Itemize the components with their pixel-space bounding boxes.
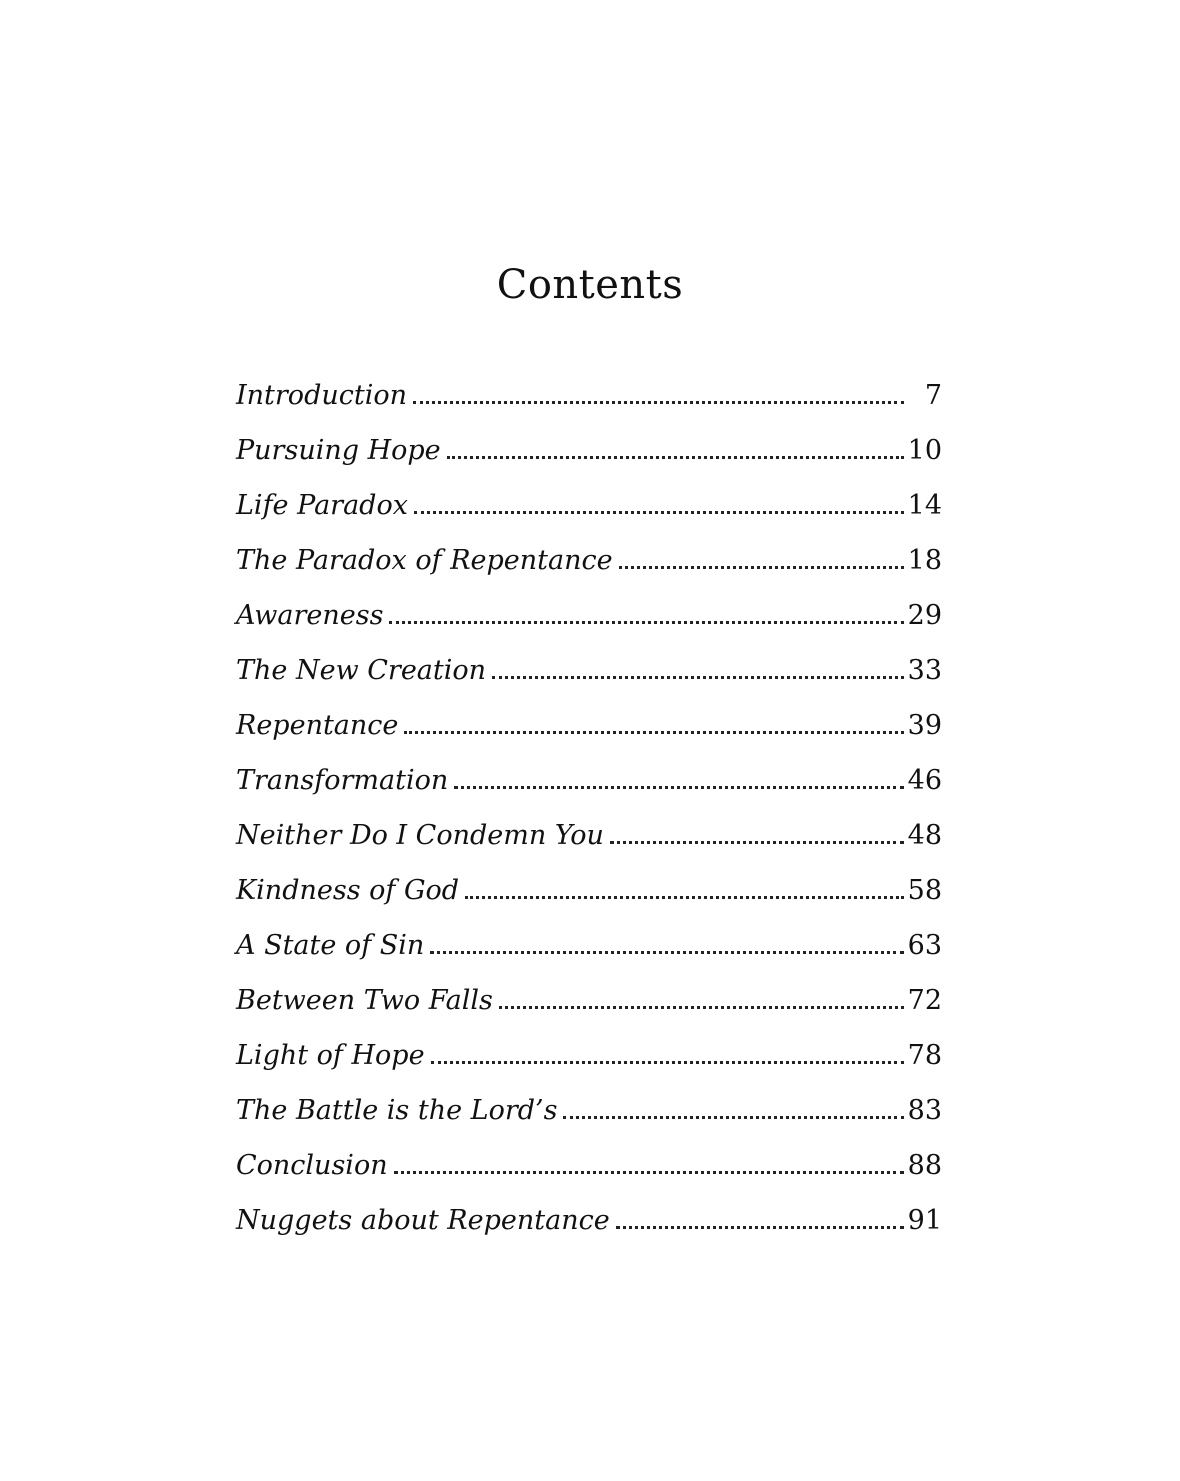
dot-leader bbox=[492, 676, 904, 679]
toc-entry-page: 7 bbox=[924, 380, 942, 411]
toc-entry-page: 46 bbox=[907, 765, 942, 796]
toc-entry-title: Between Two Falls bbox=[236, 985, 493, 1016]
toc-entry-title: A State of Sin bbox=[236, 930, 425, 961]
toc-entry-title: Transformation bbox=[236, 765, 449, 796]
toc-entry-page: 63 bbox=[907, 930, 942, 961]
toc-entry-nuggets-about-repentance[interactable] bbox=[236, 1205, 942, 1260]
toc-entry-page: 83 bbox=[907, 1095, 942, 1126]
toc-entry-title: Neither Do I Condemn You bbox=[236, 820, 604, 851]
toc-entry-introduction[interactable] bbox=[236, 380, 942, 435]
dot-leader bbox=[404, 731, 903, 734]
toc-entry-state-of-sin[interactable] bbox=[236, 930, 942, 985]
dot-leader bbox=[499, 1006, 904, 1009]
toc-entry-new-creation[interactable] bbox=[236, 655, 942, 710]
toc-entry-kindness-of-god[interactable] bbox=[236, 875, 942, 930]
dot-leader bbox=[389, 621, 903, 624]
toc-entry-awareness[interactable] bbox=[236, 600, 942, 655]
toc-entry-page: 14 bbox=[907, 490, 942, 521]
dot-leader bbox=[619, 566, 904, 569]
toc-entry-page: 72 bbox=[907, 985, 942, 1016]
dot-leader bbox=[454, 786, 903, 789]
toc-entry-title: Introduction bbox=[236, 380, 407, 411]
toc-entry-neither-do-i-condemn-you[interactable] bbox=[236, 820, 942, 875]
toc-entry-life-paradox[interactable] bbox=[236, 490, 942, 545]
toc-entry-title: Awareness bbox=[236, 600, 384, 631]
toc-entry-pursuing-hope[interactable] bbox=[236, 435, 942, 490]
toc-entry-page: 18 bbox=[907, 545, 942, 576]
toc-entry-paradox-of-repentance[interactable] bbox=[236, 545, 942, 600]
dot-leader bbox=[563, 1116, 903, 1119]
toc-entry-page: 39 bbox=[907, 710, 942, 741]
toc-entry-title: Repentance bbox=[236, 710, 399, 741]
dot-leader bbox=[430, 951, 903, 954]
dot-leader bbox=[413, 401, 904, 404]
toc-entry-page: 29 bbox=[907, 600, 942, 631]
toc-entry-page: 33 bbox=[907, 655, 942, 686]
dot-leader bbox=[447, 456, 904, 459]
toc-entry-title: Life Paradox bbox=[236, 490, 408, 521]
page-title: Contents bbox=[496, 262, 684, 308]
toc-entry-page: 88 bbox=[907, 1150, 942, 1181]
toc-entry-page: 58 bbox=[907, 875, 942, 906]
toc-entry-repentance[interactable] bbox=[236, 710, 942, 765]
dot-leader bbox=[394, 1171, 904, 1174]
toc-entry-title: The New Creation bbox=[236, 655, 487, 686]
toc-entry-battle-is-the-lords[interactable] bbox=[236, 1095, 942, 1150]
toc-entry-between-two-falls[interactable] bbox=[236, 985, 942, 1040]
toc-entry-title: Light of Hope bbox=[236, 1040, 425, 1071]
dot-leader bbox=[610, 841, 904, 844]
toc-entry-page: 78 bbox=[907, 1040, 942, 1071]
toc-entry-page: 48 bbox=[907, 820, 942, 851]
toc-entry-title: Nuggets about Repentance bbox=[236, 1205, 610, 1236]
toc-entry-page: 91 bbox=[907, 1205, 942, 1236]
toc-entry-title: Pursuing Hope bbox=[236, 435, 441, 466]
dot-leader bbox=[616, 1226, 904, 1229]
toc-entry-title: The Battle is the Lord’s bbox=[236, 1095, 558, 1126]
table-of-contents bbox=[236, 380, 942, 1260]
dot-leader bbox=[414, 511, 904, 514]
toc-entry-conclusion[interactable] bbox=[236, 1150, 942, 1205]
dot-leader bbox=[431, 1061, 904, 1064]
toc-entry-light-of-hope[interactable] bbox=[236, 1040, 942, 1095]
toc-entry-title: The Paradox of Repentance bbox=[236, 545, 613, 576]
toc-entry-page: 10 bbox=[907, 435, 942, 466]
toc-entry-title: Conclusion bbox=[236, 1150, 388, 1181]
toc-entry-title: Kindness of God bbox=[236, 875, 460, 906]
toc-entry-transformation[interactable] bbox=[236, 765, 942, 820]
dot-leader bbox=[465, 896, 904, 899]
